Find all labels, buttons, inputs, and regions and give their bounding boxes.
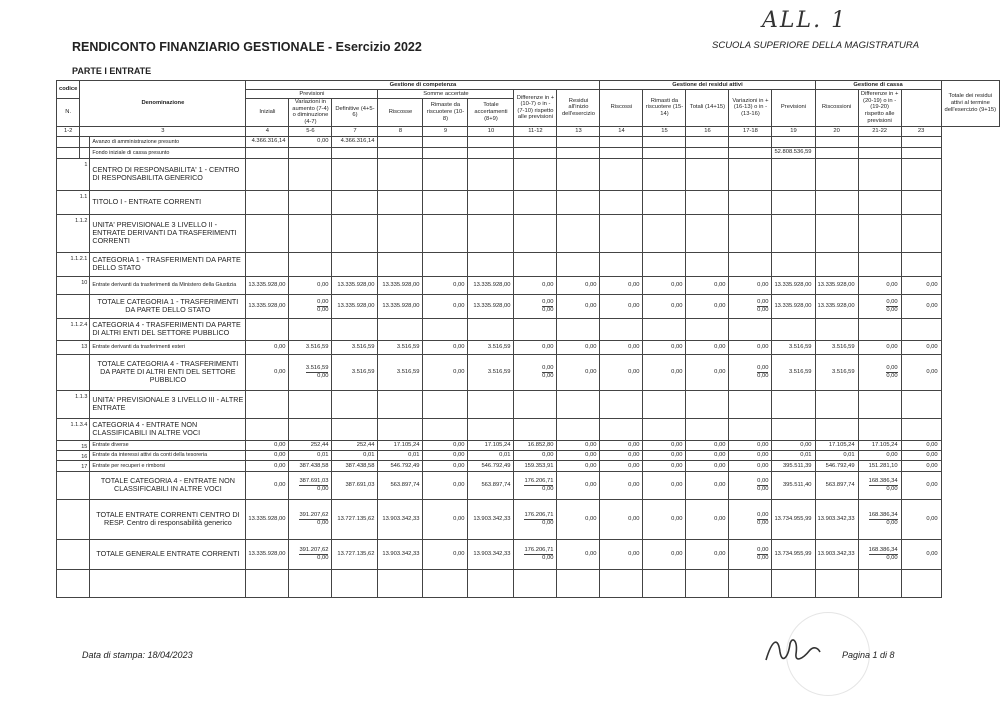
cell-value: 13.903.342,33 [468,539,514,569]
header-variazioni: Variazioni in aumento (7-4) o diminuzione (4-7) [289,99,332,127]
cell-value: 0,00 [643,539,686,569]
row-label: Entrate derivanti da trasferimenti da Ministero della Giustizia [90,276,246,294]
row-label: CATEGORIA 4 - ENTRATE NON CLASSIFICABILI IN ALTRE VOCI [90,418,246,440]
cell-value: 0,00 [858,450,901,460]
cell-value: 13.335.928,00 [332,276,378,294]
cell-value: 0,00 [901,450,941,460]
cell-value: 17.105,24 [815,440,858,450]
cell-value: 3.516,59 [378,340,423,354]
cell-value: 0,00 [729,461,772,471]
cell-value: 0,00 [542,519,554,526]
table-row-empty [57,569,1000,597]
cell-value: 0,00 [686,499,729,539]
table-row-categoria [57,318,1000,340]
cell-value: 0,00 [686,354,729,390]
table-row-categoria [57,252,1000,276]
cell-value: 387.691,03 [332,471,378,499]
cell-value: 0,00 [729,340,772,354]
cell-value: 0,00 [557,499,600,539]
cell-value: 3.516,59 [332,340,378,354]
header-gestione-competenza: Gestione di competenza [246,81,600,90]
page-number: Pagina 1 di 8 [842,650,895,660]
cell-value: 0,00 [686,461,729,471]
col-number: 17-18 [729,126,772,136]
cell-value: 0,00 [246,354,289,390]
cell-value: 0,00 [757,519,769,526]
cell-value: 0,00 [886,372,898,379]
cell-value: 168.386,34 [868,477,898,484]
cell-value: 0,00 [643,276,686,294]
cell-value: 0,00 [886,485,898,492]
header-codice: codice [57,81,80,99]
document-title: RENDICONTO FINANZIARIO GESTIONALE - Esercizio 2022 [72,40,422,54]
signature-icon [762,630,822,670]
cell-value: 13.335.928,00 [246,499,289,539]
cell-value: 176.206,71 [524,546,554,553]
row-label: Entrate da interessi attivi da conti della tesoreria [90,450,246,460]
cell-value: 13.335.928,00 [378,276,423,294]
cell-value: 0,01 [468,450,514,460]
cell-value: 0,00 [901,340,941,354]
cell-value: 0,00 [557,539,600,569]
cell-value: 563.897,74 [468,471,514,499]
col-number: 9 [423,126,468,136]
cell-value: 0,00 [423,294,468,318]
table-row-total [57,471,1000,499]
cell-value: 0,00 [423,471,468,499]
cell-value: 0,00 [246,450,289,460]
header-riscossi: Riscossi [600,90,643,127]
row-code: 1 [57,158,90,190]
cell-value: 395.511,39 [772,461,815,471]
row-code: 10 [57,276,90,294]
cell-value: 0,00 [289,136,332,147]
cell-value: 0,00 [757,477,769,484]
cell-value: 0,00 [686,440,729,450]
table-row-grand-total [57,539,1000,569]
cell-value: 3.516,59 [815,354,858,390]
cell-value: 0,00 [557,461,600,471]
cell-value: 0,00 [757,485,769,492]
cell-value: 0,00 [317,554,329,561]
header-riscossioni: Riscossioni [815,90,858,127]
cell-value: 0,01 [378,450,423,460]
cell-value: 13.335.928,00 [246,539,289,569]
cell-value: 0,00 [757,364,769,371]
cell-value: 0,00 [643,461,686,471]
cell-value: 13.335.928,00 [332,294,378,318]
header-previsioni: Previsioni [246,90,378,99]
table-row-entry [57,461,1000,471]
cell-value: 0,00 [886,519,898,526]
cell-value: 0,00 [643,340,686,354]
cell-value: 0,00 [901,294,941,318]
cell-value: 0,00 [600,354,643,390]
cell-value: 0,00 [317,519,329,526]
cell-value: 0,00 [317,485,329,492]
cell-value: 13.335.928,00 [378,294,423,318]
row-label: CENTRO DI RESPONSABILITA' 1 - CENTRO DI RESPONSABILITA GENERICO [90,158,246,190]
table-row-entry [57,440,1000,450]
cell-value: 0,00 [423,461,468,471]
cell-value: 13.727.135,62 [332,499,378,539]
cell-value: 0,00 [317,298,329,305]
row-label: TOTALE CATEGORIA 1 - TRASFERIMENTI DA PARTE DELLO STATO [90,294,246,318]
cell-value: 13.903.342,33 [378,499,423,539]
cell-value: 0,00 [757,546,769,553]
table-row-total [57,294,1000,318]
cell-value: 0,00 [643,499,686,539]
handwritten-annotation: ALL. 1 [762,8,848,33]
col-number: 14 [600,126,643,136]
cell-value: 387.438,58 [289,461,332,471]
cell-value: 3.516,59 [468,354,514,390]
cell-value: 0,00 [901,471,941,499]
cell-value: 0,00 [643,471,686,499]
cell-value: 0,00 [557,471,600,499]
cell-value: 0,00 [686,276,729,294]
header-definitive: Definitive (4+5-6) [332,99,378,127]
cell-value: 13.335.928,00 [246,294,289,318]
cell-value: 0,00 [886,306,898,313]
cell-value: 563.897,74 [378,471,423,499]
cell-value: 0,01 [289,450,332,460]
cell-value: 0,00 [886,364,898,371]
cell-value: 4.366.316,14 [332,136,378,147]
cell-value: 0,00 [686,340,729,354]
cell-value: 0,00 [542,306,554,313]
row-label: TOTALE CATEGORIA 4 - TRASFERIMENTI DA PARTE DI ALTRI ENTI DEL SETTORE PUBBLICO [90,354,246,390]
row-label: TOTALE ENTRATE CORRENTI CENTRO DI RESP. Centro di responsabilità generico [90,499,246,539]
col-number: 13 [557,126,600,136]
table-row-entry [57,450,1000,460]
cell-value: 0,01 [815,450,858,460]
cell-value: 0,00 [858,276,901,294]
header-residui-inizio: Residui all'inizio dell'esercizio [557,90,600,127]
cell-value: 3.516,59 [772,354,815,390]
cell-value: 0,00 [901,539,941,569]
cell-value: 0,00 [886,554,898,561]
row-label: Entrate diverse [90,440,246,450]
cell-value: 0,00 [557,354,600,390]
table-row-cdr [57,158,1000,190]
row-code: 1.1.2.1 [57,252,90,276]
cell-value: 3.516,59 [332,354,378,390]
cell-value: 0,01 [772,450,815,460]
cell-value: 168.386,34 [868,511,898,518]
col-number: 4 [246,126,289,136]
cell-value: 0,00 [557,340,600,354]
row-code: 1.1 [57,190,90,214]
cell-value: 0,00 [901,461,941,471]
cell-value: 0,00 [686,294,729,318]
cell-value: 391.207,62 [299,546,329,553]
row-code: 15 [57,440,90,450]
print-date: Data di stampa: 18/04/2023 [82,650,193,660]
col-number: 3 [80,126,246,136]
col-number: 10 [468,126,514,136]
cell-value: 0,00 [686,471,729,499]
row-label: Avanzo di amministrazione presunto [90,136,246,147]
cell-value: 0,00 [423,440,468,450]
cell-value: 0,00 [514,450,557,460]
cell-value: 0,00 [600,461,643,471]
cell-value: 13.335.928,00 [772,294,815,318]
table-row-total [57,499,1000,539]
cell-value: 546.792,49 [468,461,514,471]
table-row-upb [57,390,1000,418]
cell-value: 13.335.928,00 [815,276,858,294]
cell-value: 0,00 [643,354,686,390]
row-code: 1.1.3.4 [57,418,90,440]
col-number: 8 [378,126,423,136]
row-label: CATEGORIA 4 - TRASFERIMENTI DA PARTE DI ALTRI ENTI DEL SETTORE PUBBLICO [90,318,246,340]
cell-value: 13.727.135,62 [332,539,378,569]
cell-value: 0,00 [246,340,289,354]
cell-value: 0,00 [901,440,941,450]
cell-value: 0,00 [600,539,643,569]
col-number: 11-12 [514,126,557,136]
header-riscosse: Riscosse [378,99,423,127]
cell-value: 0,00 [729,450,772,460]
row-label: TITOLO I - ENTRATE CORRENTI [90,190,246,214]
financial-table [56,80,1000,598]
row-label: UNITA' PREVISIONALE 3 LIVELLO III - ALTRE ENTRATE [90,390,246,418]
cell-value: 3.516,59 [772,340,815,354]
cell-value: 13.335.928,00 [468,294,514,318]
cell-value: 0,00 [423,499,468,539]
table-row-titolo [57,190,1000,214]
cell-value: 13.903.342,33 [378,539,423,569]
cell-value: 0,00 [600,294,643,318]
cell-value: 0,00 [514,340,557,354]
cell-value: 0,00 [289,276,332,294]
table-row-categoria [57,418,1000,440]
header-denominazione: Denominazione [80,81,246,127]
row-code: 17 [57,461,90,471]
cell-value: 546.792,49 [815,461,858,471]
cell-value: 17.105,24 [468,440,514,450]
cell-value: 0,00 [423,276,468,294]
cell-value: 168.386,34 [868,546,898,553]
cell-value: 0,00 [246,471,289,499]
header-rimaste: Rimaste da riscuotere (10-8) [423,99,468,127]
cell-value: 3.516,59 [289,340,332,354]
cell-value: 563.897,74 [815,471,858,499]
cell-value: 0,00 [542,485,554,492]
header-somme-accertate: Somme accertate [378,90,514,99]
cell-value: 4.366.316,14 [246,136,289,147]
cell-value: 391.207,62 [299,511,329,518]
cell-value: 0,00 [757,298,769,305]
cell-value: 0,00 [542,364,554,371]
col-number: 1-2 [57,126,80,136]
table-row-upb [57,214,1000,252]
header-totale-residui: Totale dei residui attivi al termine dell'esercizio (9+15) [941,81,999,127]
cell-value: 0,00 [886,298,898,305]
row-code: 16 [57,450,90,460]
col-number: 21-22 [858,126,901,136]
row-code: 1.1.2 [57,214,90,252]
cell-value: 3.516,59 [468,340,514,354]
cell-value: 0,00 [757,554,769,561]
cell-value: 0,00 [643,294,686,318]
cell-value: 13.903.342,33 [815,499,858,539]
header-gestione-residui: Gestione dei residui attivi [600,81,815,90]
cell-value: 0,00 [757,372,769,379]
cell-value: 387.438,58 [332,461,378,471]
cell-value: 13.335.928,00 [772,276,815,294]
cell-value: 0,00 [901,354,941,390]
header-n: N. [57,99,80,127]
cell-value: 0,00 [514,276,557,294]
cell-value: 0,00 [557,440,600,450]
row-code: 1.1.2.4 [57,318,90,340]
cell-value: 0,00 [542,554,554,561]
header-previsioni-cassa: Previsioni [772,90,815,127]
cell-value: 13.734.955,99 [772,499,815,539]
cell-value: 0,00 [729,276,772,294]
cell-value: 0,00 [246,461,289,471]
cell-value: 17.105,24 [378,440,423,450]
col-number: 19 [772,126,815,136]
organization-name: SCUOLA SUPERIORE DELLA MAGISTRATURA [712,40,920,51]
col-number: 7 [332,126,378,136]
cell-value: 546.792,49 [378,461,423,471]
col-number: 5-6 [289,126,332,136]
column-number-row [57,126,1000,136]
cell-value: 0,00 [542,298,554,305]
cell-value: 0,01 [332,450,378,460]
table-row-entry [57,276,1000,294]
col-number: 15 [643,126,686,136]
cell-value: 0,00 [757,306,769,313]
row-code: 13 [57,340,90,354]
cell-value: 13.335.928,00 [815,294,858,318]
cell-value: 0,00 [423,340,468,354]
cell-value: 0,00 [557,276,600,294]
row-code: 1.1.3 [57,390,90,418]
cell-value: 159.353,91 [514,461,557,471]
cell-value: 0,00 [542,372,554,379]
cell-value: 3.516,59 [378,354,423,390]
cell-value: 0,00 [901,499,941,539]
row-label: UNITA' PREVISIONALE 3 LIVELLO II - ENTRATE DERIVANTI DA TRASFERIMENTI CORRENTI [90,214,246,252]
cell-value: 0,00 [317,306,329,313]
header-differenze-comp: Differenze in + (10-7) o in - (7-10) rispetto alle previsioni [514,90,557,127]
header-rimasti: Rimasti da riscuotere (15-14) [643,90,686,127]
cell-value: 0,00 [643,450,686,460]
cell-value: 387.691,03 [299,477,329,484]
cell-value: 3.516,59 [815,340,858,354]
cell-value: 13.335.928,00 [246,276,289,294]
row-label: Fondo iniziale di cassa presunto [90,147,246,158]
cell-value: 16.852,80 [514,440,557,450]
header-totale-acc: Totale accertamenti (8+9) [468,99,514,127]
cell-value: 0,00 [757,511,769,518]
table-row-entry [57,340,1000,354]
cell-value: 0,00 [772,440,815,450]
cell-value: 252,44 [332,440,378,450]
row-label: Entrate per recuperi e rimborsi [90,461,246,471]
header-gestione-cassa: Gestione di cassa [815,81,941,90]
table-row-avanzo [57,136,1000,147]
cell-value: 17.105,24 [858,440,901,450]
row-label: Entrate derivanti da trasferimenti esteri [90,340,246,354]
cell-value: 0,00 [901,276,941,294]
cell-value: 0,00 [423,354,468,390]
row-label: TOTALE CATEGORIA 4 - ENTRATE NON CLASSIFICABILI IN ALTRE VOCI [90,471,246,499]
cell-value: 0,00 [246,440,289,450]
header-totali-res: Totali (14+15) [686,90,729,127]
cell-value: 13.903.342,33 [468,499,514,539]
cell-value: 13.335.928,00 [468,276,514,294]
cell-value: 13.734.955,99 [772,539,815,569]
cell-value: 0,00 [557,294,600,318]
table-row-fondo [57,147,1000,158]
col-number: 16 [686,126,729,136]
col-number: 23 [901,126,941,136]
col-number: 20 [815,126,858,136]
cell-value: 0,00 [600,440,643,450]
cell-value: 0,00 [423,539,468,569]
cell-value: 0,00 [643,440,686,450]
cell-value: 0,00 [686,539,729,569]
cell-value: 0,00 [600,471,643,499]
cell-value: 252,44 [289,440,332,450]
header-iniziali: Iniziali [246,99,289,127]
table-row-total [57,354,1000,390]
cell-value: 0,00 [423,450,468,460]
cell-value: 52.808.536,59 [772,147,815,158]
cell-value: 0,00 [600,499,643,539]
cell-value: 0,00 [600,450,643,460]
cell-value: 176.206,71 [524,477,554,484]
header-differenze-cassa: Differenze in + (20-19) o in - (19-20) rispetto alle previsioni [858,90,901,127]
cell-value: 0,00 [729,440,772,450]
row-label: CATEGORIA 1 - TRASFERIMENTI DA PARTE DELLO STATO [90,252,246,276]
cell-value: 13.903.342,33 [815,539,858,569]
cell-value: 395.511,40 [772,471,815,499]
cell-value: 151.281,10 [858,461,901,471]
cell-value: 0,00 [317,372,329,379]
cell-value: 0,00 [686,450,729,460]
cell-value: 0,00 [600,340,643,354]
cell-value: 0,00 [600,276,643,294]
cell-value: 176.206,71 [524,511,554,518]
header-variazioni-res: Variazioni in + (16-13) o in - (13-16) [729,90,772,127]
cell-value: 0,00 [858,340,901,354]
section-title: PARTE I ENTRATE [72,66,152,76]
cell-value: 3.516,59 [305,364,329,371]
row-label: TOTALE GENERALE ENTRATE CORRENTI [90,539,246,569]
cell-value: 0,00 [557,450,600,460]
